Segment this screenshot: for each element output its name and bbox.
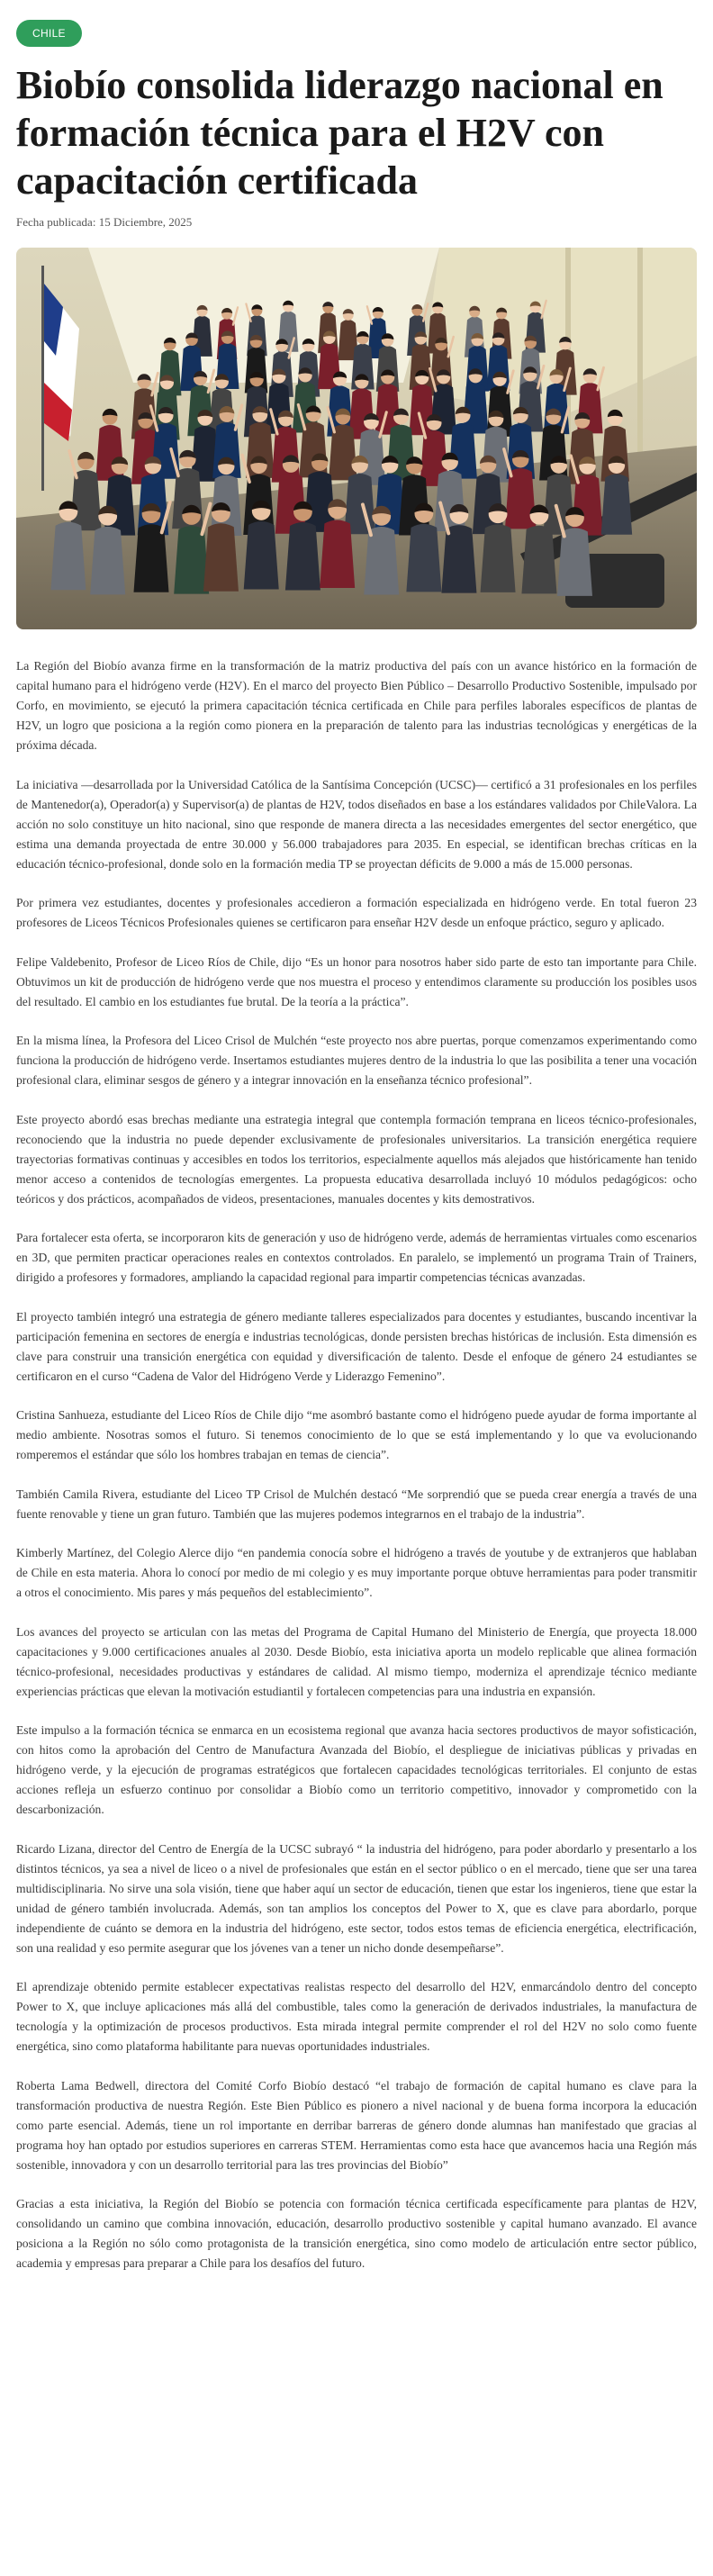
- article-paragraph: Por primera vez estudiantes, docentes y profesionales accedieron a formación especializada en hidrógeno verde. En total fueron 23 profesores de Liceos Técnicos Profesionales quienes se certificaron para enseñar H2V desde un enfoque práctico, seguro y aplicado.: [16, 896, 697, 929]
- article-paragraph: El aprendizaje obtenido permite establecer expectativas realistas respecto del desarrollo del H2V, enmarcándolo dentro del concepto Power to X, que incluye aplicaciones más allá del combustible, tales como la generación de derivados industriales, la manufactura de tecnología y la optimización de procesos productivos. Esta mirada integral permite comprender el rol del H2V no solo como fuente energética, sino como plataforma habilitante para nuevas oportunidades industriales.: [16, 1980, 697, 2053]
- group-photo: [16, 248, 697, 629]
- publish-date-label: Fecha publicada:: [16, 215, 96, 229]
- article-paragraph: Gracias a esta iniciativa, la Región del Biobío se potencia con formación técnica certificada específicamente para plantas de H2V, consolidando un camino que combina innovación, educación, desarrollo productivo sostenible y capital humano avanzado. El avance posiciona a la Región no sólo como protagonista de la transición energética, sino como modelo de articulación entre sector público, academia y empresas para preparar a Chile para los desafíos del futuro.: [16, 2197, 697, 2270]
- article-paragraph: Felipe Valdebenito, Profesor de Liceo Ríos de Chile, dijo “Es un honor para nosotros haber sido parte de esto tan importante para Chile. Obtuvimos un kit de producción de hidrógeno verde que nos muestra el proceso y entendimos claramente su producción los posibles usos del resultado. El cambio en los estudiantes fue brutal. De la teoría a la práctica”.: [16, 954, 697, 1008]
- article-body: [16, 656, 697, 2273]
- article-paragraph: La iniciativa —desarrollada por la Universidad Católica de la Santísima Concepción (UCSC)— certificó a 31 profesionales en los perfiles de Mantenedor(a), Operador(a) y Supervisor(a) de plantas de H2V, todos diseñados en base a los estándares validados por ChileValora. La acción no solo constituye un hito nacional, sino que responde de manera directa a las necesidades emergentes del sector energético, que estima una demanda proyectada de entre 30.000 y 56.000 trabajadores para 2035. En especial, se identifican brechas críticas en la educación técnico-profesional, donde solo en la formación media TP se proyectan déficits de 9.000 a más de 15.000 personas.: [16, 777, 697, 871]
- article-paragraph: La Región del Biobío avanza firme en la transformación de la matriz productiva del país con un avance histórico en la formación de capital humano para el hidrógeno verde (H2V). En el marco del proyecto Bien Público – Desarrollo Productivo Sostenible, impulsado por Corfo, en movimiento, se ejecutó la primera capacitación técnica certificada en Chile para perfiles laborales específicos de plantas de H2V, un logro que posiciona a la región como pionera en la preparación de talento para las industrias tecnológicas y energéticas de la próxima década.: [16, 659, 697, 752]
- article-paragraph: Roberta Lama Bedwell, directora del Comité Corfo Biobío destacó “el trabajo de formación de capital humano es clave para la transformación productiva de nuestra Región. Este Bien Público es pionero a nivel nacional y de buena forma incorpora la educación como parte esencial. Además, tiene un rol importante en derribar barreras de género donde alumnas han manifestado que gracias al programa hoy han optado por estudios superiores en carreras STEM. Herramientas como esta hace que avancemos hacia una Región más sostenible, innovadora y con un desarrollo territorial para las tres provincias del Biobío”: [16, 2078, 697, 2172]
- article-paragraph: Este proyecto abordó esas brechas mediante una estrategia integral que contempla formación temprana en liceos técnico-profesionales, reconociendo que la industria no puede depender exclusivamente de profesionales universitarios. La transición energética requiere trayectorias formativas continuas y accesibles en todos los territorios, especialmente aquellos más alejados que históricamente han tenido menor acceso a contenidos de tecnologías emergentes. La propuesta educativa desarrollada incluyó 10 módulos pedagógicos: ocho teóricos y dos prácticos, acompañados de videos, presentaciones, manuales docentes y kits demostrativos.: [16, 1112, 697, 1206]
- publish-date-value: 15 Diciembre, 2025: [98, 215, 193, 229]
- article-paragraph: Ricardo Lizana, director del Centro de Energía de la UCSC subrayó “ la industria del hidrógeno, para poder abordarlo y presentarlo a los distintos técnicos, ya sea a nivel de liceo o a nivel de profesionales que están en el sector público o en el mercado, tiene que ser una tarea multidisciplinaria. No sirve una sola visión, tiene que haber aquí un sector de educación, tienen que estar los ingenieros, tiene que estar la unidad de género también involucrada. Además, son tan amplios los conceptos del Power to X, que es clave para abordarlo, porque independiente de cuánto se demora en la industria del hidrógeno, este sector, todos estos temas de eficiencia energética, electrificación, son una realidad y eso permite asegurar que los jóvenes van a tener un nicho donde desempeñarse”.: [16, 1841, 697, 1955]
- article-paragraph: Este impulso a la formación técnica se enmarca en un ecosistema regional que avanza hacia sectores productivos de mayor sofisticación, con hitos como la aprobación del Centro de Manufactura Avanzada del Biobío, el despliegue de iniciativas públicas y privadas en hidrógeno verde, y la ejecución de programas estratégicos que fortalecen capacidades tecnológicas territoriales. El conjunto de estas acciones refleja un esfuerzo continuo por consolidar a Biobío como un territorio competitivo, innovador y comprometido con la descarbonización.: [16, 1723, 697, 1816]
- article-paragraph: En la misma línea, la Profesora del Liceo Crisol de Mulchén “este proyecto nos abre puertas, porque comenzamos experimentando como funciona la producción de hidrógeno verde. Insertamos estudiantes mujeres dentro de la industria lo que las posibilita a tener una vocación profesional clara, eliminar sesgos de género y a integrar innovación en la enseñanza técnico profesional”.: [16, 1034, 697, 1087]
- article-paragraph: Cristina Sanhueza, estudiante del Liceo Ríos de Chile dijo “me asombró bastante como el hidrógeno puede ayudar de forma importante al medio ambiente. Nosotras somos el futuro. Si tenemos conocimiento de lo que se está implementando y lo que va evolucionando romperemos el estándar que sólo los hombres trabajan en temas de ciencia”.: [16, 1408, 697, 1461]
- article-paragraph: Los avances del proyecto se articulan con las metas del Programa de Capital Humano del Ministerio de Energía, que proyecta 18.000 capacitaciones y 9.000 certificaciones anuales al 2030. Desde Biobío, esta iniciativa aporta un modelo replicable que alinea formación técnico-profesional, necesidades productivas y estándares de calidad. Al mismo tiempo, moderniza el aprendizaje técnico mediante experiencias prácticas que elevan la motivación estudiantil y fortalecen competencias para una industria en expansión.: [16, 1624, 697, 1698]
- article-paragraph: El proyecto también integró una estrategia de género mediante talleres especializados para docentes y estudiantes, buscando incentivar la participación femenina en sectores de energía e industrias tecnológicas, donde persisten brechas históricas de inclusión. Esta dimensión es clave para construir una transición energética con equidad y diversificación de talento. Desde el enfoque de género 24 estudiantes se certificaron en el curso “Cadena de Valor del Hidrógeno Verde y Liderazgo Femenino”.: [16, 1309, 697, 1383]
- category-badge[interactable]: CHILE: [16, 20, 82, 47]
- article-title: Biobío consolida liderazgo nacional en formación técnica para el H2V con capacitación certificada: [16, 63, 663, 203]
- article-paragraph: También Camila Rivera, estudiante del Liceo TP Crisol de Mulchén destacó “Me sorprendió que se pueda crear energía a través de una fuente renovable y tiene un gran futuro. También que las mujeres podemos integrarnos en el trabajo de la industria”.: [16, 1487, 697, 1521]
- article-paragraph: Kimberly Martínez, del Colegio Alerce dijo “en pandemia conocía sobre el hidrógeno a través de youtube y de extranjeros que hablaban de Chile en esta materia. Ahora lo conocí por medio de mi colegio y es muy importante porque obtuve herramientas para poder transmitir a otros el conocimiento. Mis pares y más pequeños del establecimiento”.: [16, 1546, 697, 1599]
- article-paragraph: Para fortalecer esta oferta, se incorporaron kits de generación y uso de hidrógeno verde, además de herramientas virtuales como escenarios en 3D, que permiten practicar operaciones reales en contextos controlados. En paralelo, se implementó un programa Train of Trainers, dirigido a profesores y formadores, ampliando la capacidad regional para impartir competencias técnicas avanzadas.: [16, 1231, 697, 1284]
- publish-date: [16, 215, 697, 230]
